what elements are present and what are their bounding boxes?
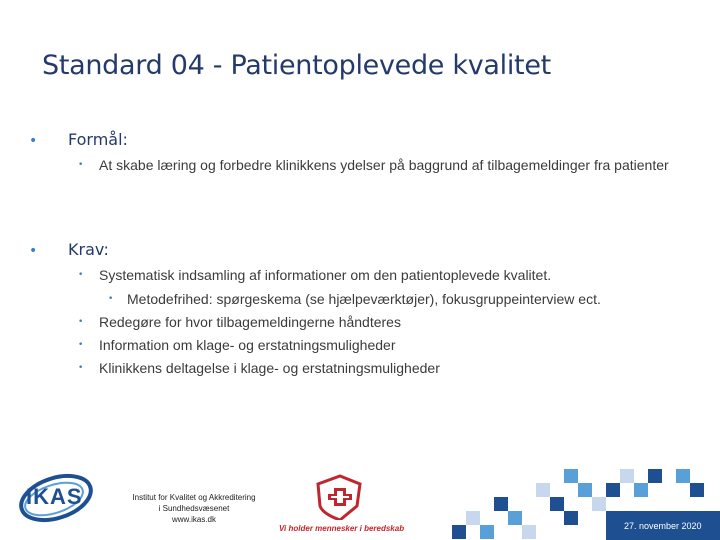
bullet-icon: • [108,294,114,304]
deco-square [452,525,466,539]
deco-square [648,469,662,483]
deco-square [578,483,592,497]
deco-square [480,525,494,539]
date-label: 27. november 2020 [624,521,702,531]
deco-square [606,483,620,497]
section-heading-formal: Formål: [68,130,128,149]
deco-square [592,497,606,511]
institute-info [118,492,270,525]
ikas-logo-text: IKAS [26,484,83,509]
emblem-logo [315,474,365,520]
motto-text: Vi holder mennesker i beredskab [279,524,405,533]
deco-square [620,469,634,483]
shield-emblem-icon [315,474,365,520]
list-item: Redegøre for hvor tilbagemeldingerne håndteres [99,314,401,330]
ikas-logo [14,470,94,526]
bullet-icon: • [78,270,84,280]
bullet-icon: • [29,243,38,259]
institute-subname: i Sundhedsvæsenet [158,504,230,513]
deco-square [676,469,690,483]
bullet-icon: • [78,340,84,350]
deco-square [508,511,522,525]
deco-square [690,483,704,497]
slide-title: Standard 04 - Patientoplevede kvalitet [42,50,551,81]
list-item: Systematisk indsamling af informationer om den patientoplevede kvalitet. [99,267,552,283]
bullet-icon: • [29,133,38,149]
list-item: Information om klage- og erstatningsmuligheder [99,337,396,353]
list-item: At skabe læring og forbedre klinikkens ydelser på baggrund af tilbagemeldinger fra patienter [99,157,669,173]
bullet-icon: • [78,363,84,373]
section-heading-krav: Krav: [68,240,109,259]
deco-square [494,497,508,511]
deco-square [564,469,578,483]
deco-square [536,483,550,497]
list-item: Metodefrihed: spørgeskema (se hjælpeværktøjer), fokusgruppeinterview ect. [127,291,601,307]
list-item: Klinikkens deltagelse i klage- og erstatningsmuligheder [99,360,440,376]
bullet-icon: • [78,317,84,327]
deco-square [634,483,648,497]
institute-link[interactable]: www.ikas.dk [171,515,216,524]
deco-square [564,511,578,525]
institute-name: Institut for Kvalitet og Akkreditering [132,493,256,502]
bullet-icon: • [78,160,84,170]
deco-square [522,525,536,539]
deco-square [466,511,480,525]
deco-square [550,497,564,511]
